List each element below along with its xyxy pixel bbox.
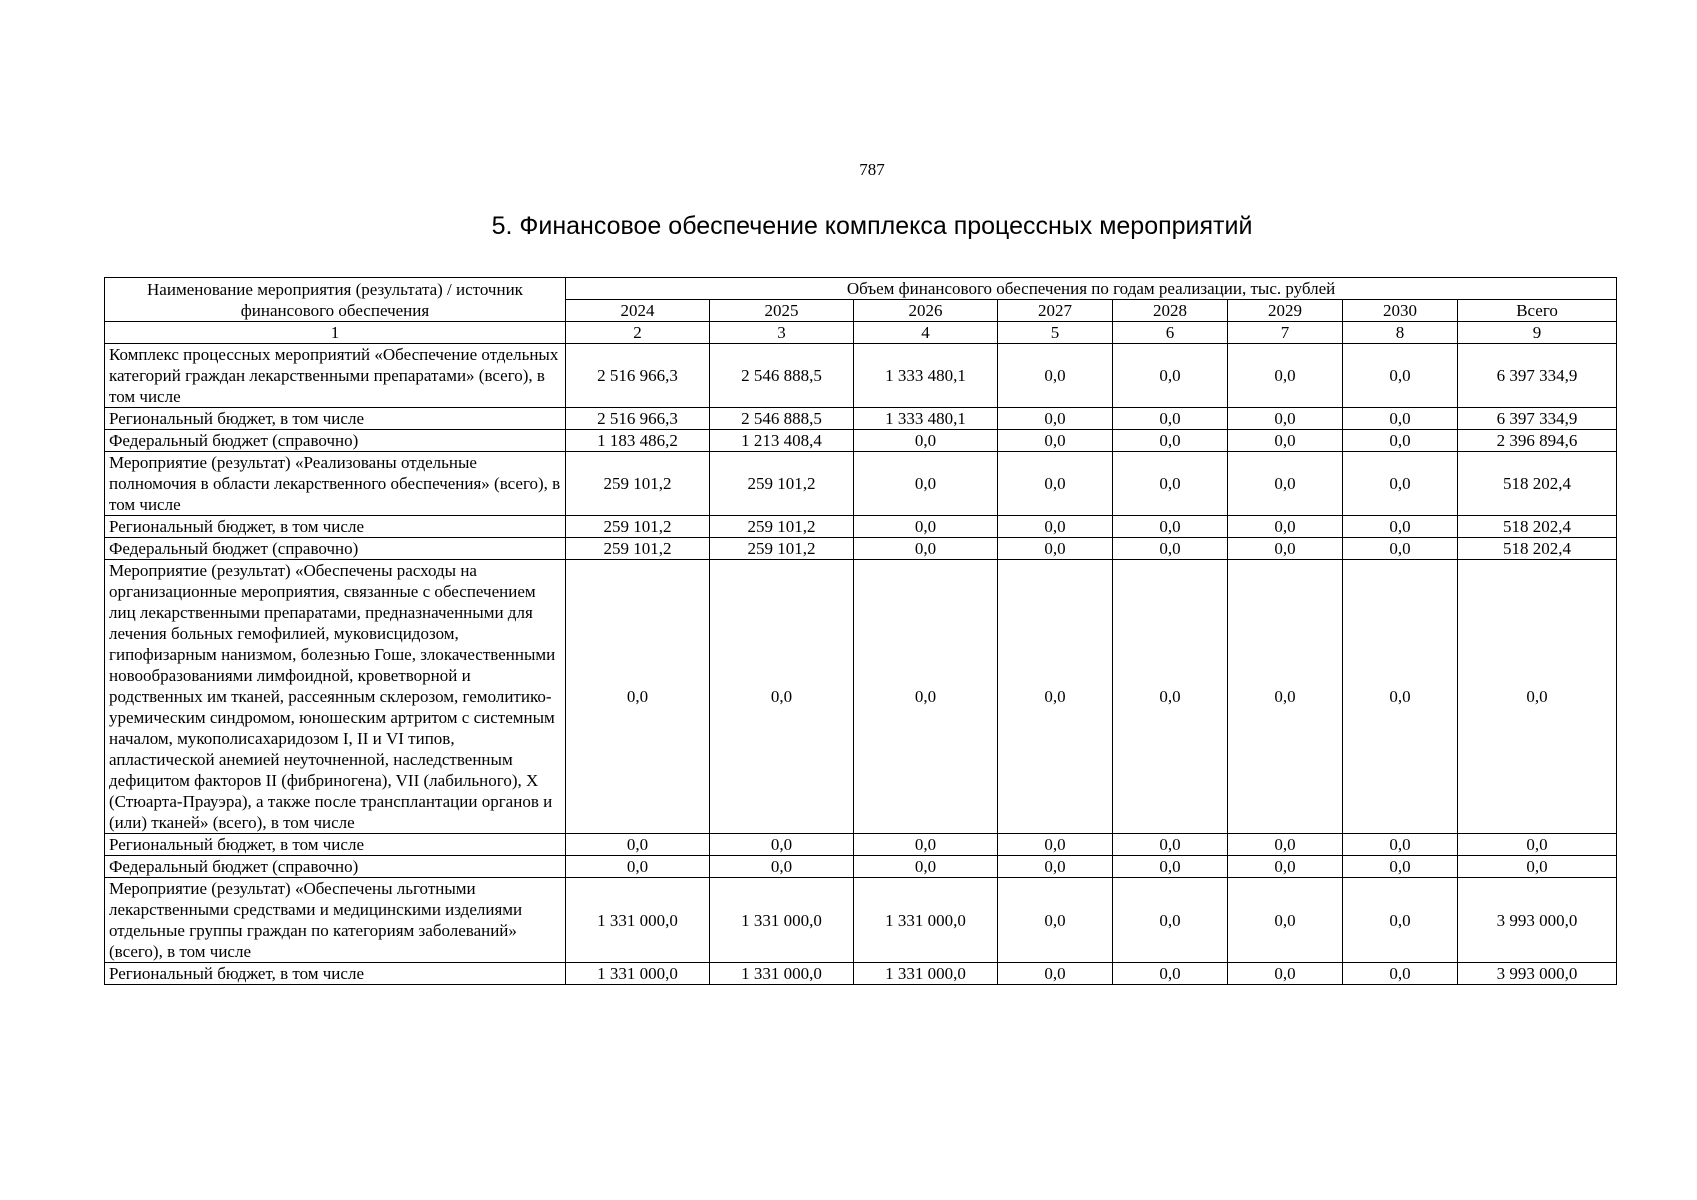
value-cell: 0,0 (1228, 878, 1343, 963)
value-cell: 0,0 (1343, 878, 1458, 963)
value-cell: 2 516 966,3 (566, 344, 710, 408)
value-cell: 0,0 (1343, 344, 1458, 408)
year-header: 2024 (566, 300, 710, 322)
value-cell: 2 546 888,5 (710, 408, 854, 430)
value-cell: 0,0 (1113, 344, 1228, 408)
value-cell: 0,0 (998, 344, 1113, 408)
value-cell: 0,0 (566, 856, 710, 878)
value-cell: 0,0 (1113, 408, 1228, 430)
value-cell: 0,0 (854, 560, 998, 834)
total-cell: 3 993 000,0 (1458, 963, 1617, 985)
column-number: 9 (1458, 322, 1617, 344)
total-header: Всего (1458, 300, 1617, 322)
value-cell: 0,0 (1228, 560, 1343, 834)
value-cell: 0,0 (998, 834, 1113, 856)
year-header: 2028 (1113, 300, 1228, 322)
column-number: 1 (105, 322, 566, 344)
value-cell: 0,0 (998, 878, 1113, 963)
value-cell: 0,0 (1228, 538, 1343, 560)
row-name-cell: Региональный бюджет, в том числе (105, 408, 566, 430)
value-cell: 1 331 000,0 (710, 878, 854, 963)
value-cell: 1 333 480,1 (854, 344, 998, 408)
row-name-cell: Мероприятие (результат) «Обеспечены расходы на организационные мероприятия, связанные с обеспечением лиц лекарственными препаратами, предназначенными для лечения больных гемофилией, муковисцидозом, гипофизарным нанизмом, болезнью Гоше, злокачественными новообразованиями лимфоидной, кроветворной и родственных им тканей, рассеянным склерозом, гемолитико-уремическим синдромом, юношеским артритом с системным началом, мукополисахаридозом I, II и VI типов, апластической анемией неуточненной, наследственным дефицитом факторов II (фибриногена), VII (лабильного), X (Стюарта-Прауэра), а также после трансплантации органов и (или) тканей» (всего), в том числе (105, 560, 566, 834)
year-header: 2026 (854, 300, 998, 322)
value-cell: 0,0 (1343, 856, 1458, 878)
total-cell: 518 202,4 (1458, 516, 1617, 538)
header-row-group (105, 278, 1617, 300)
value-cell: 2 546 888,5 (710, 344, 854, 408)
value-cell: 0,0 (710, 834, 854, 856)
value-cell: 259 101,2 (710, 516, 854, 538)
row-name-cell: Региональный бюджет, в том числе (105, 516, 566, 538)
row-name-cell: Федеральный бюджет (справочно) (105, 538, 566, 560)
value-cell: 0,0 (1113, 878, 1228, 963)
value-cell: 2 516 966,3 (566, 408, 710, 430)
total-cell: 6 397 334,9 (1458, 344, 1617, 408)
financing-table (104, 277, 1617, 985)
value-cell: 0,0 (1113, 856, 1228, 878)
value-cell: 1 331 000,0 (854, 878, 998, 963)
value-cell: 0,0 (1343, 430, 1458, 452)
value-cell: 1 331 000,0 (710, 963, 854, 985)
value-cell: 1 183 486,2 (566, 430, 710, 452)
row-name-cell: Региональный бюджет, в том числе (105, 963, 566, 985)
value-cell: 0,0 (710, 856, 854, 878)
row-name-cell: Региональный бюджет, в том числе (105, 834, 566, 856)
total-cell: 6 397 334,9 (1458, 408, 1617, 430)
table-row (105, 856, 1617, 878)
value-cell: 0,0 (1343, 516, 1458, 538)
value-cell: 1 331 000,0 (566, 963, 710, 985)
value-cell: 0,0 (998, 452, 1113, 516)
value-cell: 0,0 (998, 408, 1113, 430)
total-cell: 3 993 000,0 (1458, 878, 1617, 963)
value-cell: 259 101,2 (710, 452, 854, 516)
value-cell: 0,0 (1228, 834, 1343, 856)
value-cell: 1 213 408,4 (710, 430, 854, 452)
table-row (105, 344, 1617, 408)
year-header: 2025 (710, 300, 854, 322)
total-cell: 2 396 894,6 (1458, 430, 1617, 452)
value-cell: 0,0 (854, 430, 998, 452)
column-number: 3 (710, 322, 854, 344)
table-row (105, 452, 1617, 516)
value-cell: 0,0 (1113, 452, 1228, 516)
value-cell: 0,0 (1343, 560, 1458, 834)
row-name-cell: Федеральный бюджет (справочно) (105, 856, 566, 878)
table-row (105, 538, 1617, 560)
header-group-cell: Объем финансового обеспечения по годам реализации, тыс. рублей (566, 278, 1617, 300)
total-cell: 518 202,4 (1458, 538, 1617, 560)
total-cell: 0,0 (1458, 856, 1617, 878)
value-cell: 0,0 (1113, 560, 1228, 834)
value-cell: 0,0 (1343, 538, 1458, 560)
value-cell: 0,0 (566, 834, 710, 856)
row-name-cell: Мероприятие (результат) «Обеспечены льготными лекарственными средствами и медицинскими изделиями отдельные группы граждан по категориям заболеваний» (всего), в том числе (105, 878, 566, 963)
value-cell: 0,0 (1113, 516, 1228, 538)
page-number: 787 (859, 160, 885, 179)
column-number-row (105, 322, 1617, 344)
value-cell: 0,0 (854, 834, 998, 856)
header-name-cell: Наименование мероприятия (результата) / источник финансового обеспечения (105, 278, 566, 322)
value-cell: 0,0 (1228, 430, 1343, 452)
year-header: 2027 (998, 300, 1113, 322)
value-cell: 0,0 (1228, 344, 1343, 408)
value-cell: 259 101,2 (566, 452, 710, 516)
value-cell: 0,0 (854, 538, 998, 560)
total-cell: 518 202,4 (1458, 452, 1617, 516)
value-cell: 259 101,2 (710, 538, 854, 560)
year-header: 2029 (1228, 300, 1343, 322)
table-row (105, 878, 1617, 963)
value-cell: 0,0 (1113, 538, 1228, 560)
value-cell: 0,0 (710, 560, 854, 834)
value-cell: 0,0 (1113, 834, 1228, 856)
value-cell: 0,0 (1343, 834, 1458, 856)
value-cell: 0,0 (998, 538, 1113, 560)
value-cell: 0,0 (998, 856, 1113, 878)
value-cell: 0,0 (566, 560, 710, 834)
value-cell: 0,0 (1343, 408, 1458, 430)
value-cell: 0,0 (998, 516, 1113, 538)
value-cell: 1 331 000,0 (854, 963, 998, 985)
value-cell: 0,0 (1113, 430, 1228, 452)
row-name-cell: Комплекс процессных мероприятий «Обеспечение отдельных категорий граждан лекарственными препаратами» (всего), в том числе (105, 344, 566, 408)
value-cell: 0,0 (998, 560, 1113, 834)
value-cell: 0,0 (854, 856, 998, 878)
column-number: 7 (1228, 322, 1343, 344)
column-number: 5 (998, 322, 1113, 344)
value-cell: 0,0 (1228, 516, 1343, 538)
value-cell: 259 101,2 (566, 538, 710, 560)
value-cell: 1 333 480,1 (854, 408, 998, 430)
value-cell: 0,0 (1343, 452, 1458, 516)
column-number: 6 (1113, 322, 1228, 344)
section-heading: 5. Финансовое обеспечение комплекса процессных мероприятий (491, 212, 1253, 240)
column-number: 2 (566, 322, 710, 344)
value-cell: 0,0 (1228, 452, 1343, 516)
table-row (105, 516, 1617, 538)
value-cell: 0,0 (1228, 856, 1343, 878)
row-name-cell: Мероприятие (результат) «Реализованы отдельные полномочия в области лекарственного обеспечения» (всего), в том числе (105, 452, 566, 516)
column-number: 4 (854, 322, 998, 344)
total-cell: 0,0 (1458, 560, 1617, 834)
value-cell: 0,0 (1228, 963, 1343, 985)
value-cell: 0,0 (854, 452, 998, 516)
value-cell: 0,0 (998, 963, 1113, 985)
total-cell: 0,0 (1458, 834, 1617, 856)
value-cell: 0,0 (998, 430, 1113, 452)
row-name-cell: Федеральный бюджет (справочно) (105, 430, 566, 452)
value-cell: 0,0 (1113, 963, 1228, 985)
value-cell: 0,0 (1228, 408, 1343, 430)
table-row (105, 408, 1617, 430)
value-cell: 0,0 (1343, 963, 1458, 985)
table-row (105, 834, 1617, 856)
table-row (105, 430, 1617, 452)
table-row (105, 963, 1617, 985)
value-cell: 0,0 (854, 516, 998, 538)
value-cell: 259 101,2 (566, 516, 710, 538)
value-cell: 1 331 000,0 (566, 878, 710, 963)
column-number: 8 (1343, 322, 1458, 344)
table-row (105, 560, 1617, 834)
year-header: 2030 (1343, 300, 1458, 322)
